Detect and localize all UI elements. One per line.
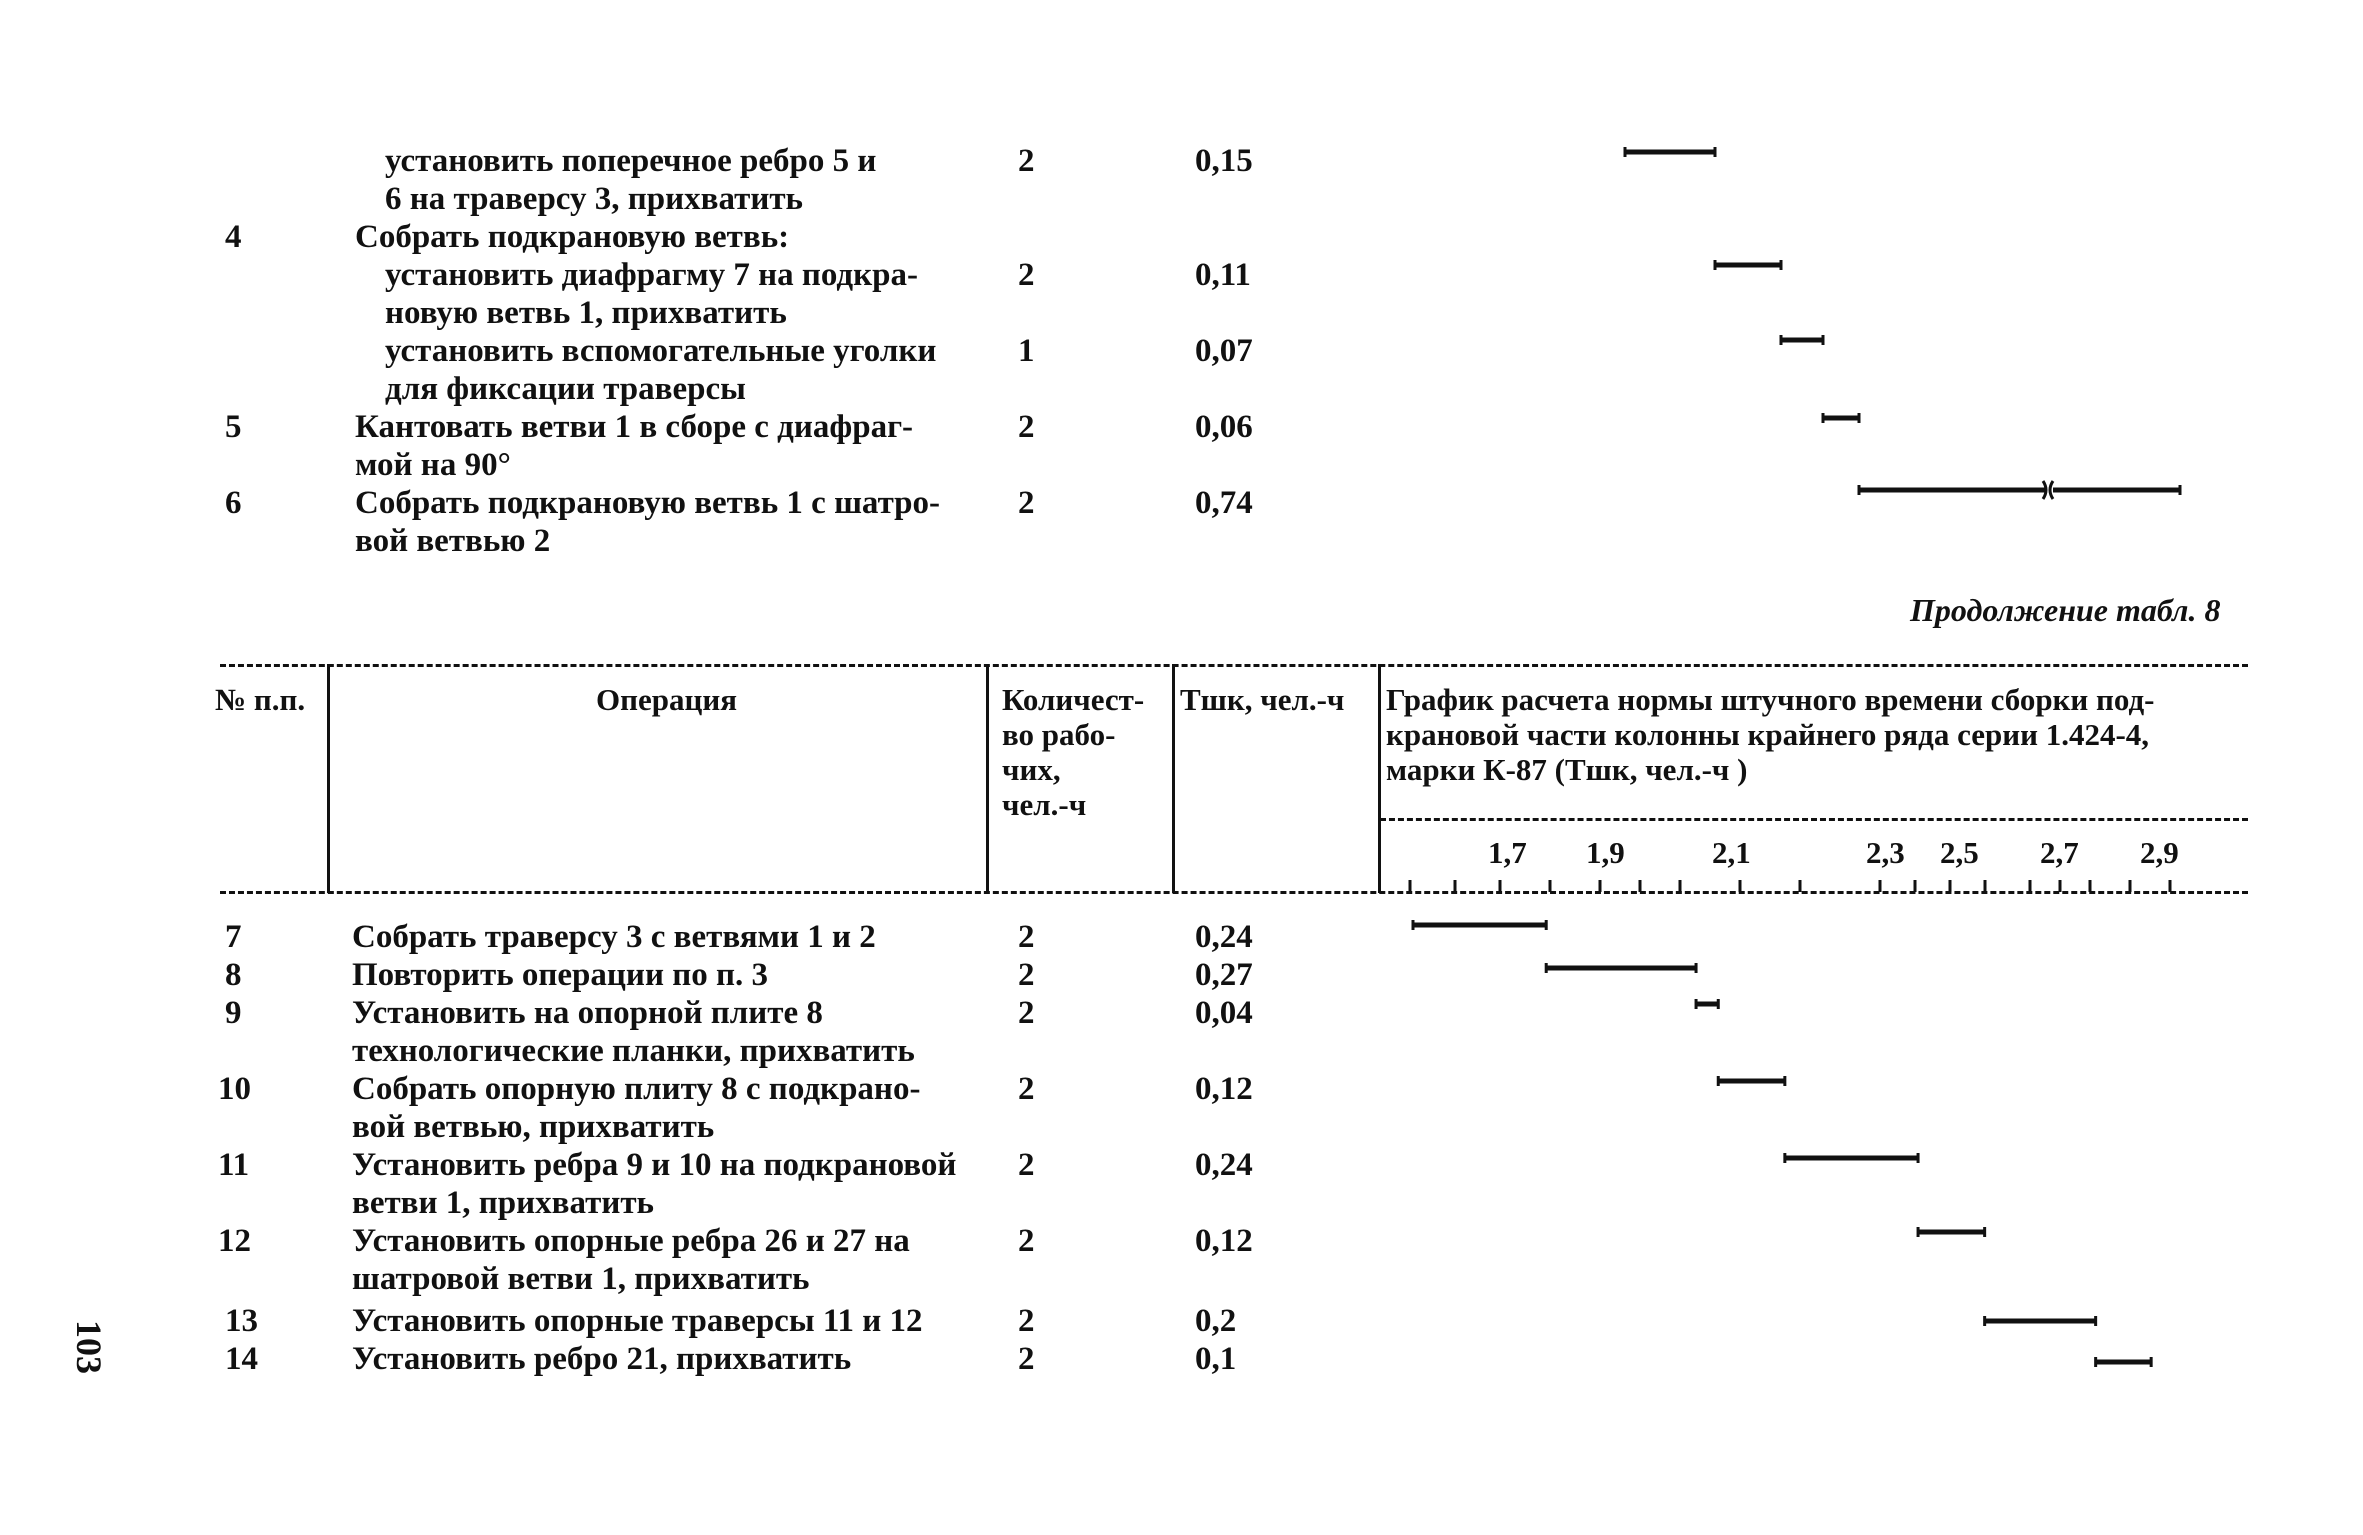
time-cell: 0,11 [1195,257,1251,293]
op-text: для фиксации траверсы [385,371,746,407]
op-text: новую ветвь 1, прихватить [385,295,787,331]
header-graph: марки К-87 (Tшк, чел.-ч ) [1386,752,1748,787]
gantt-bar [1985,1316,2096,1326]
gantt-bar [1781,335,1823,345]
header-graph: График расчета нормы штучного времени сборки под- [1386,682,2155,717]
axis-tick-label: 2,5 [1940,835,1979,870]
workers-cell: 2 [1018,919,1035,955]
row-number: 7 [225,919,242,955]
axis-tick-label: 2,7 [2040,835,2079,870]
time-cell: 0,12 [1195,1071,1253,1107]
time-cell: 0,15 [1195,143,1253,179]
gantt-bar [1918,1227,1985,1237]
row-number: 13 [225,1303,258,1339]
time-cell: 0,24 [1195,919,1253,955]
header-time: Tшк, чел.-ч [1180,682,1345,717]
axis-tick-label: 2,9 [2140,835,2179,870]
header-workers: чих, [1002,752,1061,787]
time-cell: 0,2 [1195,1303,1237,1339]
workers-cell: 2 [1018,257,1035,293]
op-text: Собрать подкрановую ветвь 1 с шатро- [355,485,941,521]
gantt-bar [1413,920,1546,930]
op-text: установить вспомогательные уголки [385,333,937,369]
time-cell: 0,12 [1195,1223,1253,1259]
gantt-bar [1715,260,1781,270]
row-number: 12 [218,1223,251,1259]
op-text: мой на 90° [355,447,511,483]
time-cell: 0,04 [1195,995,1253,1031]
gantt-bar [1823,413,1859,423]
op-text: шатровой ветви 1, прихватить [352,1261,810,1297]
op-text: установить диафрагму 7 на подкра- [385,257,918,293]
op-text: установить поперечное ребро 5 и [385,143,877,179]
axis-tick-label: 1,9 [1586,835,1625,870]
header-workers: во рабо- [1002,717,1116,752]
axis-tick-label: 1,7 [1488,835,1527,870]
header-num: № п.п. [215,682,306,717]
workers-cell: 2 [1018,409,1035,445]
row-number: 8 [225,957,242,993]
op-text: Собрать опорную плиту 8 с подкрано- [352,1071,921,1107]
header-workers: чел.-ч [1002,787,1087,822]
gantt-bar [2096,1357,2152,1367]
workers-cell: 2 [1018,1303,1035,1339]
axis-tick-label: 2,1 [1712,835,1751,870]
workers-cell: 1 [1018,333,1035,369]
workers-cell: 2 [1018,995,1035,1031]
time-cell: 0,07 [1195,333,1253,369]
workers-cell: 2 [1018,1341,1035,1377]
workers-cell: 2 [1018,1071,1035,1107]
op-text: Установить на опорной плите 8 [352,995,823,1031]
workers-cell: 2 [1018,1223,1035,1259]
header-operation: Операция [596,682,737,717]
op-text: вой ветвью, прихватить [352,1109,715,1145]
gantt-bar [1696,999,1718,1009]
header-graph: крановой части колонны крайнего ряда серии 1.424-4, [1386,717,2150,752]
op-text: Собрать траверсу 3 с ветвями 1 и 2 [352,919,876,955]
op-text: вой ветвью 2 [355,523,551,559]
gantt-bar [1785,1153,1918,1163]
op-text: технологические планки, прихватить [352,1033,915,1069]
time-cell: 0,1 [1195,1341,1237,1377]
gantt-bar [1718,1076,1785,1086]
row-number: 9 [225,995,242,1031]
row-number: 10 [218,1071,251,1107]
op-text: Собрать подкрановую ветвь: [355,219,790,255]
workers-cell: 2 [1018,957,1035,993]
axis-tick-label: 2,3 [1866,835,1905,870]
row-number: 5 [225,409,242,445]
gantt-bar [1546,963,1696,973]
op-text: Установить опорные траверсы 11 и 12 [352,1303,923,1339]
table-caption: Продолжение табл. 8 [1910,592,2221,628]
gantt-bar [1625,147,1715,157]
op-text: ветви 1, прихватить [352,1185,654,1221]
header-workers: Количест- [1002,682,1145,717]
time-cell: 0,27 [1195,957,1253,993]
op-text: Кантовать ветви 1 в сборе с диафраг- [355,409,914,445]
page-number: 103 [69,1320,109,1374]
op-text: Установить ребра 9 и 10 на подкрановой [352,1147,957,1183]
gantt-bar [1859,481,2180,499]
workers-cell: 2 [1018,1147,1035,1183]
row-number: 14 [225,1341,258,1377]
row-number: 6 [225,485,242,521]
workers-cell: 2 [1018,143,1035,179]
row-number: 4 [225,219,242,255]
op-text: Установить опорные ребра 26 и 27 на [352,1223,910,1259]
time-cell: 0,74 [1195,485,1253,521]
op-text: Повторить операции по п. 3 [352,957,768,993]
time-cell: 0,24 [1195,1147,1253,1183]
row-number: 11 [218,1147,250,1183]
time-cell: 0,06 [1195,409,1253,445]
workers-cell: 2 [1018,485,1035,521]
op-text: Установить ребро 21, прихватить [352,1341,852,1377]
op-text: 6 на траверсу 3, прихватить [385,181,803,217]
